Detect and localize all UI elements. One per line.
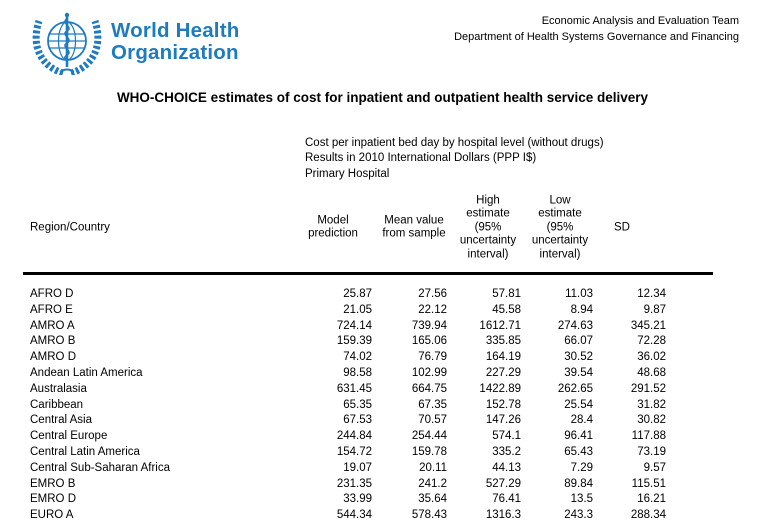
region-cell: AFRO D bbox=[30, 288, 74, 300]
region-cell: AFRO E bbox=[30, 303, 73, 316]
region-cell: Central Asia bbox=[30, 414, 93, 427]
who-logo bbox=[30, 11, 239, 75]
model-prediction-cell: 67.53 bbox=[343, 414, 372, 427]
high-estimate-cell: 1422.89 bbox=[479, 382, 521, 395]
mean-value-cell: 22.12 bbox=[418, 303, 447, 316]
sd-cell: 288.34 bbox=[630, 509, 666, 522]
low-estimate-cell: 66.07 bbox=[564, 335, 593, 348]
sd-cell: 12.34 bbox=[637, 288, 666, 300]
mean-value-cell: 67.35 bbox=[418, 398, 447, 411]
table-row bbox=[23, 366, 713, 382]
table-row bbox=[23, 445, 713, 461]
who-wordmark-line1: World Health bbox=[111, 19, 240, 42]
sd-cell: 291.52 bbox=[630, 382, 666, 395]
table-row bbox=[23, 492, 713, 508]
model-prediction-cell: 631.45 bbox=[336, 382, 372, 395]
low-estimate-cell: 89.84 bbox=[564, 477, 593, 490]
table-row bbox=[23, 303, 713, 319]
region-cell: AMRO D bbox=[30, 351, 76, 364]
model-prediction-cell: 159.39 bbox=[336, 335, 372, 348]
table-row bbox=[23, 461, 713, 477]
sd-cell: 72.28 bbox=[637, 335, 666, 348]
region-cell: EURO A bbox=[30, 509, 74, 522]
sd-cell: 115.51 bbox=[631, 477, 666, 490]
high-estimate-cell: 527.29 bbox=[485, 477, 521, 490]
region-cell: Central Europe bbox=[30, 430, 108, 443]
table-header bbox=[23, 183, 713, 275]
table-row bbox=[23, 382, 713, 398]
low-estimate-cell: 11.03 bbox=[565, 288, 593, 300]
high-estimate-cell: 335.2 bbox=[492, 445, 521, 458]
mean-value-cell: 27.56 bbox=[418, 288, 447, 300]
low-estimate-cell: 7.29 bbox=[570, 461, 593, 474]
high-estimate-cell: 45.58 bbox=[492, 303, 521, 316]
table-row bbox=[23, 477, 713, 493]
model-prediction-cell: 231.35 bbox=[336, 477, 372, 490]
column-header-region: Region/Country bbox=[30, 220, 110, 233]
who-wordmark bbox=[111, 20, 239, 64]
subtitle-line3: Primary Hospital bbox=[305, 167, 390, 180]
region-cell: Caribbean bbox=[30, 398, 84, 411]
table-row bbox=[23, 350, 713, 366]
model-prediction-cell: 98.58 bbox=[343, 366, 372, 379]
model-prediction-cell: 724.14 bbox=[336, 319, 372, 332]
region-cell: EMRO B bbox=[30, 477, 76, 490]
low-estimate-cell: 262.65 bbox=[557, 382, 593, 395]
sd-cell: 73.19 bbox=[637, 445, 666, 458]
column-header-mean-value: Mean value from sample bbox=[382, 214, 446, 240]
low-estimate-cell: 30.52 bbox=[564, 351, 593, 364]
subtitle-line2: Results in 2010 International Dollars (PPP I$) bbox=[305, 152, 537, 165]
mean-value-cell: 254.44 bbox=[411, 430, 447, 443]
high-estimate-cell: 44.13 bbox=[492, 461, 521, 474]
low-estimate-cell: 28.4 bbox=[570, 414, 593, 427]
high-estimate-cell: 76.41 bbox=[492, 493, 521, 506]
high-estimate-cell: 335.85 bbox=[485, 335, 521, 348]
table-subtitle bbox=[305, 136, 604, 182]
model-prediction-cell: 244.84 bbox=[336, 430, 372, 443]
table-body bbox=[23, 275, 713, 524]
subtitle-line1: Cost per inpatient bed day by hospital level (without drugs) bbox=[305, 137, 604, 149]
column-header-high-estimate: High estimate (95% uncertainty interval) bbox=[459, 193, 517, 260]
model-prediction-cell: 154.72 bbox=[336, 445, 372, 458]
column-header-model-prediction: Model prediction bbox=[308, 214, 358, 240]
column-header-sd: SD bbox=[614, 220, 630, 233]
page-title: WHO-CHOICE estimates of cost for inpatient and outpatient health service delivery bbox=[116, 90, 649, 105]
model-prediction-cell: 74.02 bbox=[343, 351, 372, 364]
region-cell: EMRO D bbox=[30, 493, 76, 506]
low-estimate-cell: 65.43 bbox=[564, 445, 593, 458]
high-estimate-cell: 574.1 bbox=[492, 430, 521, 443]
high-estimate-cell: 164.19 bbox=[485, 351, 521, 364]
low-estimate-cell: 39.54 bbox=[564, 366, 593, 379]
header-department-block bbox=[454, 14, 739, 45]
high-estimate-cell: 57.81 bbox=[492, 288, 521, 300]
sd-cell: 9.87 bbox=[643, 303, 666, 316]
low-estimate-cell: 13.5 bbox=[570, 493, 593, 506]
mean-value-cell: 70.57 bbox=[418, 414, 447, 427]
sd-cell: 16.21 bbox=[637, 493, 666, 506]
mean-value-cell: 35.64 bbox=[418, 493, 447, 506]
high-estimate-cell: 227.29 bbox=[485, 366, 521, 379]
model-prediction-cell: 25.87 bbox=[343, 288, 372, 300]
high-estimate-cell: 152.78 bbox=[485, 398, 521, 411]
low-estimate-cell: 243.3 bbox=[564, 509, 593, 522]
sd-cell: 36.02 bbox=[637, 351, 666, 364]
mean-value-cell: 165.06 bbox=[411, 335, 447, 348]
column-header-low-estimate: Low estimate (95% uncertainty interval) bbox=[531, 193, 589, 260]
mean-value-cell: 739.94 bbox=[411, 319, 447, 332]
sd-cell: 117.88 bbox=[631, 430, 666, 443]
mean-value-cell: 241.2 bbox=[418, 477, 447, 490]
high-estimate-cell: 1316.3 bbox=[485, 509, 521, 522]
sd-cell: 9.57 bbox=[643, 461, 666, 474]
low-estimate-cell: 96.41 bbox=[564, 430, 593, 443]
model-prediction-cell: 65.35 bbox=[343, 398, 372, 411]
region-cell: AMRO A bbox=[30, 319, 75, 332]
department-line: Department of Health Systems Governance and Financing bbox=[454, 30, 739, 43]
team-line: Economic Analysis and Evaluation Team bbox=[541, 15, 739, 27]
sd-cell: 345.21 bbox=[630, 319, 666, 332]
table-row bbox=[23, 429, 713, 445]
model-prediction-cell: 19.07 bbox=[343, 461, 372, 474]
model-prediction-cell: 21.05 bbox=[343, 303, 372, 316]
table-row bbox=[23, 319, 713, 335]
who-emblem-icon bbox=[30, 11, 104, 75]
mean-value-cell: 578.43 bbox=[411, 509, 447, 522]
high-estimate-cell: 147.26 bbox=[485, 414, 521, 427]
mean-value-cell: 102.99 bbox=[411, 366, 447, 379]
mean-value-cell: 76.79 bbox=[418, 351, 447, 364]
high-estimate-cell: 1612.71 bbox=[479, 319, 521, 332]
who-wordmark-line2: Organization bbox=[111, 41, 239, 64]
low-estimate-cell: 8.94 bbox=[570, 303, 593, 316]
table-row bbox=[23, 334, 713, 350]
table-row bbox=[23, 287, 713, 303]
model-prediction-cell: 544.34 bbox=[336, 509, 372, 522]
mean-value-cell: 664.75 bbox=[411, 382, 447, 395]
cost-table bbox=[23, 183, 713, 524]
region-cell: Andean Latin America bbox=[30, 366, 143, 379]
region-cell: AMRO B bbox=[30, 335, 76, 348]
mean-value-cell: 159.78 bbox=[411, 445, 447, 458]
region-cell: Central Latin America bbox=[30, 445, 140, 458]
sd-cell: 31.82 bbox=[637, 398, 666, 411]
table-row bbox=[23, 413, 713, 429]
region-cell: Australasia bbox=[30, 382, 87, 395]
low-estimate-cell: 25.54 bbox=[564, 398, 593, 411]
region-cell: Central Sub-Saharan Africa bbox=[30, 461, 170, 474]
mean-value-cell: 20.11 bbox=[419, 461, 447, 474]
sd-cell: 48.68 bbox=[637, 366, 666, 379]
low-estimate-cell: 274.63 bbox=[557, 319, 593, 332]
model-prediction-cell: 33.99 bbox=[343, 493, 372, 506]
sd-cell: 30.82 bbox=[637, 414, 666, 427]
table-row bbox=[23, 398, 713, 414]
